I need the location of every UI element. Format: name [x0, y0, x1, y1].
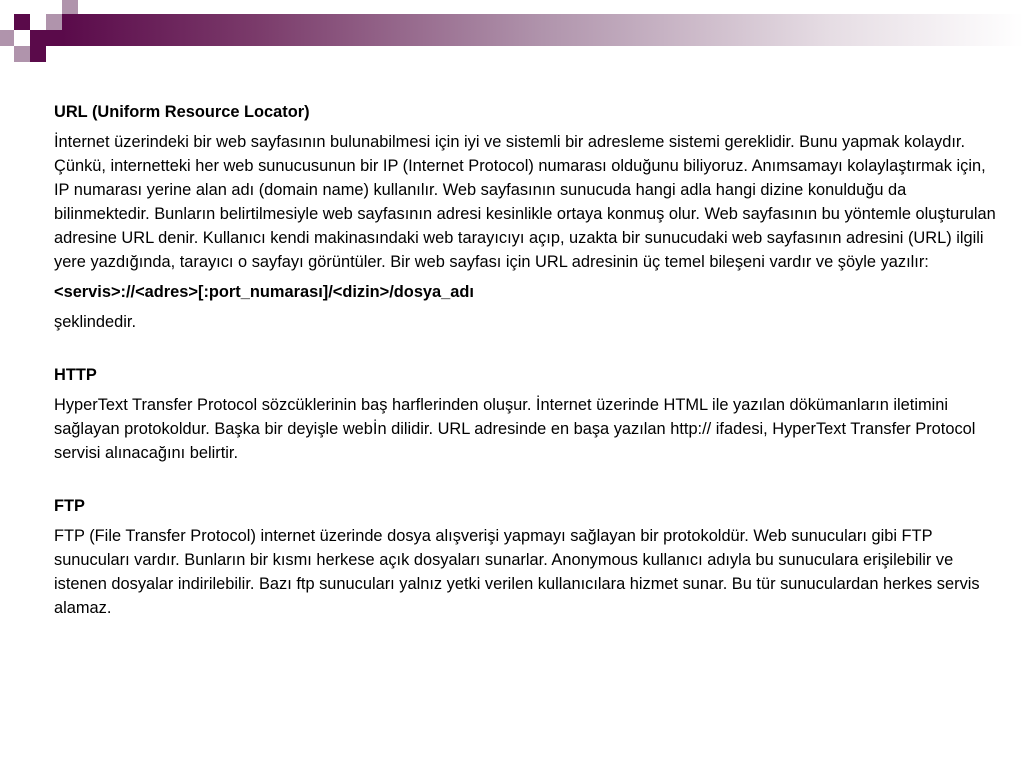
- checker-square: [46, 14, 62, 30]
- checker-square: [30, 14, 46, 30]
- section-heading-url: URL (Uniform Resource Locator): [54, 103, 310, 121]
- header-decoration: [0, 0, 1024, 64]
- section-heading-ftp: FTP: [54, 497, 85, 515]
- section-gap: [54, 340, 1004, 363]
- section-body-url: İnternet üzerindeki bir web sayfasının bulunabilmesi için iyi ve sistemli bir adresleme sistemi gereklidir. Bunu yapmak kolaydır. Çünkü, internetteki her web sunucusunun bir IP (Internet Protocol) numarası olduğunu biliyoruz. Anımsamayı kolaylaştırmak için, IP numarası yerine alan adı (domain name) kullanılır. Web sayfasının sunucuda hangi adla hangi dizine konulduğu da bilinmektedir. Bunların belirtilmesiyle web sayfasının adresi kesinlikle ortaya konmuş olur. Web sayfasının bu yöntemle oluşturulan adresine URL denir. Kullanıcı kendi makinasındaki web tarayıcıyı açıp, uzakta bir sunucudaki web sayfasının adresini (URL) ilgili yere yazdığında, tarayıcı o sayfayı görüntüler. Bir web sayfası için URL adresinin üç temel bileşeni vardır ve şöyle yazılır:: [54, 133, 996, 271]
- checker-square: [30, 30, 46, 46]
- checker-square: [46, 30, 62, 46]
- section-body-ftp: FTP (File Transfer Protocol) internet üzerinde dosya alışverişi yapmayı sağlayan bir protokoldür. Web sunucuları gibi FTP sunucuları vardır. Bunların bir kısmı herkese açık dosyaları sunarlar. Anonymous kullanıcı adıyla bu sunuculara erişilebilir ve istenen dosyalar indirilebilir. Bazı ftp sunucuları yalnız yetki verilen kullanıcılara hizmet sunar. Bu tür sunuculardan herkes servis alamaz.: [54, 527, 980, 617]
- url-syntax: <servis>://<adres>[:port_numarası]/<dizin>/dosya_adı: [54, 283, 474, 301]
- section-gap: [54, 471, 1004, 494]
- header-gradient-bar: [62, 14, 1024, 46]
- url-syntax-suffix: şeklindedir.: [54, 313, 137, 331]
- section-body-http: HyperText Transfer Protocol sözcüklerinin baş harflerinden oluşur. İnternet üzerinde HTML ile yazılan dökümanların iletimini sağlayan protokoldur. Başka bir deyişle webİn dilidir. URL adresinde en başa yazılan http:// ifadesi, HyperText Transfer Protocol servisi alınacağını belirtir.: [54, 396, 976, 462]
- checker-square: [14, 30, 30, 46]
- checker-square: [14, 14, 30, 30]
- section-heading-http: HTTP: [54, 366, 97, 384]
- slide-content: [54, 100, 1004, 626]
- checker-square: [14, 46, 30, 62]
- checker-square: [30, 0, 46, 16]
- checker-square: [30, 46, 46, 62]
